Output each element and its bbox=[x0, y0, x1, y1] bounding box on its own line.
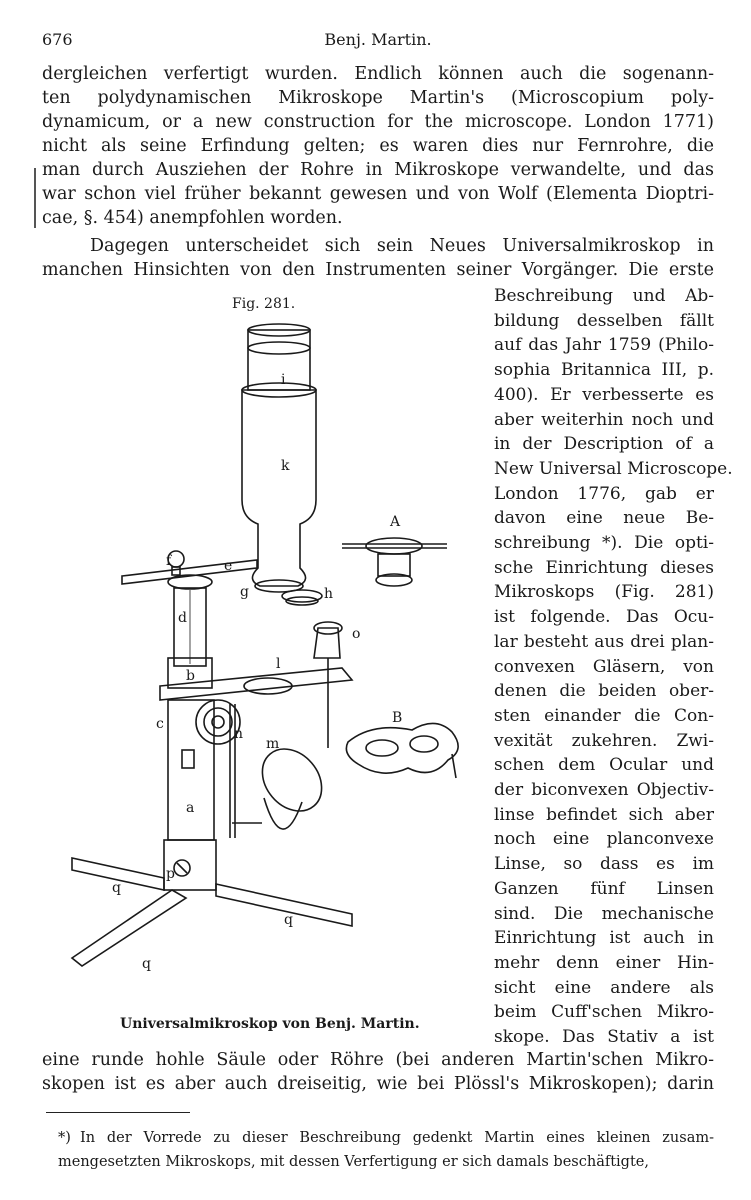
tube-drawing bbox=[242, 390, 316, 586]
fig-letter: q bbox=[112, 880, 121, 896]
margin-mark bbox=[34, 168, 36, 228]
footnote-marker: *) bbox=[58, 1130, 71, 1146]
column-line: schreibung *). Die opti- bbox=[494, 533, 714, 553]
fig-letter: h bbox=[324, 586, 334, 602]
column-line: Einrichtung ist auch in bbox=[494, 928, 714, 949]
body-line: cae, §. 454) anempfohlen worden. bbox=[42, 208, 343, 228]
fig-letter: f bbox=[166, 553, 172, 569]
column-line: sind. Die mechanische bbox=[494, 903, 714, 924]
column-line: mehr denn einer Hin- bbox=[494, 952, 714, 973]
body-line: Dagegen unterscheidet sich sein Neues Universalmikroskop in bbox=[90, 236, 714, 256]
column-line: der biconvexen Objectiv- bbox=[494, 780, 714, 800]
fig-letter: b bbox=[186, 668, 195, 684]
column-line: beim Cuff'schen Mikro- bbox=[494, 1002, 714, 1023]
fig-letter: B bbox=[392, 710, 403, 726]
eyepiece-drawing bbox=[248, 330, 310, 390]
fig-letter: p bbox=[166, 866, 175, 882]
fig-letter: k bbox=[281, 458, 290, 474]
body-line: manchen Hinsichten von den Instrumenten seiner Vorgänger. Die erste bbox=[42, 260, 714, 280]
fig-letter: i bbox=[281, 372, 286, 388]
body-line: eine runde hohle Säule oder Röhre (bei anderen Martin'schen Mikro- bbox=[42, 1050, 714, 1070]
column-line: aber weiterhin noch und bbox=[494, 409, 714, 430]
microscope-illustration bbox=[52, 318, 488, 1008]
column-line: ist folgende. Das Ocu- bbox=[494, 607, 714, 628]
body-line: dynamicum, or a new construction for the microscope. London 1771) bbox=[42, 112, 714, 132]
fig-letter: d bbox=[178, 610, 187, 626]
column-line: convexen Gläsern, von bbox=[494, 656, 714, 677]
column-line: skope. Das Stativ a ist bbox=[494, 1027, 714, 1047]
column-line: auf das Jahr 1759 (Philo- bbox=[494, 335, 714, 356]
column-line: schen dem Ocular und bbox=[494, 755, 714, 776]
page-number: 676 bbox=[42, 30, 73, 49]
body-line: nicht als seine Erfindung gelten; es waren dies nur Fernrohre, die bbox=[42, 136, 714, 156]
fig-letter: m bbox=[266, 736, 280, 752]
column-line: noch eine planconvexe bbox=[494, 829, 714, 850]
running-header bbox=[42, 30, 714, 52]
column-line: Linse, so dass es im bbox=[494, 854, 714, 875]
part-B-drawing bbox=[346, 723, 458, 773]
fig-letter: e bbox=[224, 558, 233, 574]
column-line: sophia Britannica III, p. bbox=[494, 360, 714, 381]
footnote-rule bbox=[46, 1112, 190, 1113]
mirror-drawing bbox=[250, 737, 334, 823]
column-line: 400). Er verbesserte es bbox=[494, 384, 714, 405]
part-A-drawing bbox=[342, 538, 447, 586]
body-line: man durch Ausziehen der Rohre in Mikroskope verwandelte, und das bbox=[42, 160, 714, 180]
column-line: davon eine neue Be- bbox=[494, 508, 714, 529]
fig-letter: A bbox=[390, 514, 401, 530]
column-line: vexität zukehren. Zwi- bbox=[494, 730, 714, 751]
column-line: sche Einrichtung dieses bbox=[494, 557, 714, 578]
footnote-line: In der Vorrede zu dieser Beschreibung gedenkt Martin eines kleinen zusam- bbox=[80, 1130, 714, 1146]
column-line: New Universal Microscope. bbox=[494, 458, 733, 479]
fig-letter: n bbox=[234, 726, 244, 742]
footnote-line: mengesetzten Mikroskops, mit dessen Verfertigung er sich damals beschäftigte, bbox=[58, 1154, 649, 1170]
column-line: sicht eine andere als bbox=[494, 977, 714, 998]
column-line: Beschreibung und Ab- bbox=[494, 286, 714, 306]
column-line: linse befindet sich aber bbox=[494, 804, 714, 825]
body-line: ten polydynamischen Mikroskope Martin's (Microscopium poly- bbox=[42, 88, 714, 108]
body-line: skopen ist es aber auch dreiseitig, wie bei Plössl's Mikroskopen); darin bbox=[42, 1074, 714, 1094]
figure-label: Fig. 281. bbox=[232, 296, 296, 312]
fig-letter: g bbox=[240, 584, 249, 600]
running-title: Benj. Martin. bbox=[324, 30, 432, 49]
column-line: lar besteht aus drei plan- bbox=[494, 631, 714, 652]
fig-letter: a bbox=[186, 800, 195, 816]
body-line: dergleichen verfertigt wurden. Endlich können auch die sogenann- bbox=[42, 64, 714, 84]
fig-letter: q bbox=[284, 912, 293, 928]
pillar-lower-drawing bbox=[168, 700, 214, 840]
fig-letter: o bbox=[352, 626, 361, 642]
fig-letter: l bbox=[276, 656, 281, 672]
column-line: Ganzen fünf Linsen bbox=[494, 878, 714, 899]
column-line: in der Description of a bbox=[494, 434, 714, 455]
tripod-foot-front bbox=[72, 890, 186, 966]
fig-letter: q bbox=[142, 956, 151, 972]
figure-caption: Universalmikroskop von Benj. Martin. bbox=[120, 1016, 420, 1032]
column-line: Mikroskops (Fig. 281) bbox=[494, 582, 714, 603]
column-line: denen die beiden ober- bbox=[494, 681, 714, 702]
body-line: war schon viel früher bekannt gewesen und von Wolf (Elementa Dioptri- bbox=[42, 184, 714, 204]
column-line: London 1776, gab er bbox=[494, 483, 714, 504]
fig-letter: c bbox=[156, 716, 164, 732]
column-line: sten einander die Con- bbox=[494, 705, 714, 726]
column-line: bildung desselben fällt bbox=[494, 310, 714, 331]
